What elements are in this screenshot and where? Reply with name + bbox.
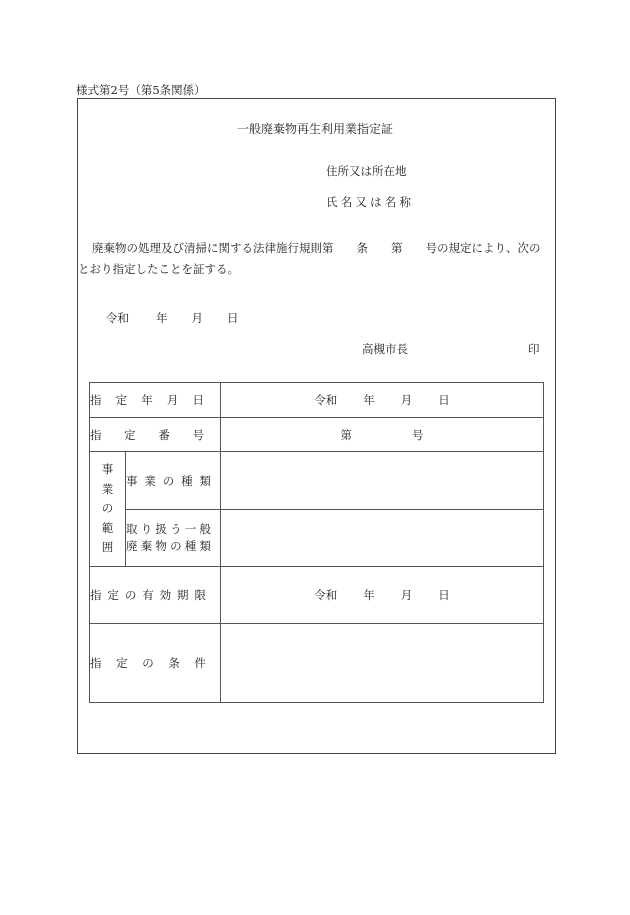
name-label: 氏名又は名称 [326,195,415,209]
designation-number-value[interactable]: 第 号 [221,418,544,452]
validity-period-label: 指 定 の 有 効 期 限 [90,567,221,624]
business-type-label: 事 業 の 種 類 [126,452,221,510]
conditions-value[interactable] [221,624,544,703]
certificate-title: 一般廃棄物再生利用業指定証 [236,122,393,136]
issue-date-era: 令和 [106,311,129,325]
table-row [90,510,544,567]
body-text-line-2: とおり指定したことを証する。 [78,262,239,276]
conditions-label: 指 定 の 条 件 [90,624,221,703]
designation-date-value[interactable]: 令和 年 月 日 [221,383,544,418]
validity-period-value[interactable]: 令和 年 月 日 [221,567,544,624]
waste-type-value[interactable] [221,510,544,567]
form-number: 様式第2号（第5条関係） [76,83,206,97]
table-row [90,383,544,418]
issuer-title: 高槻市長 [362,342,408,356]
table-row [90,452,544,510]
table-row [90,624,544,703]
issue-date-day: 日 [227,311,239,325]
table-row [90,418,544,452]
waste-type-label: 取 り 扱 う 一 般 廃 棄 物 の 種 類 [126,510,221,567]
designation-number-label: 指 定 番 号 [90,418,221,452]
table-row [90,567,544,624]
issue-date-month: 月 [191,311,203,325]
designation-date-label: 指 定 年 月 日 [90,383,221,418]
designation-table [89,382,544,703]
issue-date-year: 年 [156,311,168,325]
address-label: 住所又は所在地 [326,164,407,178]
body-text-line-1: 廃棄物の処理及び清掃に関する法律施行規則第 条 第 号の規定により、次の [92,241,541,255]
business-scope-label: 事 業 の 範 囲 [90,452,126,567]
issue-date-line [106,310,239,326]
seal-mark: 印 [528,342,540,356]
business-type-value[interactable] [221,452,544,510]
